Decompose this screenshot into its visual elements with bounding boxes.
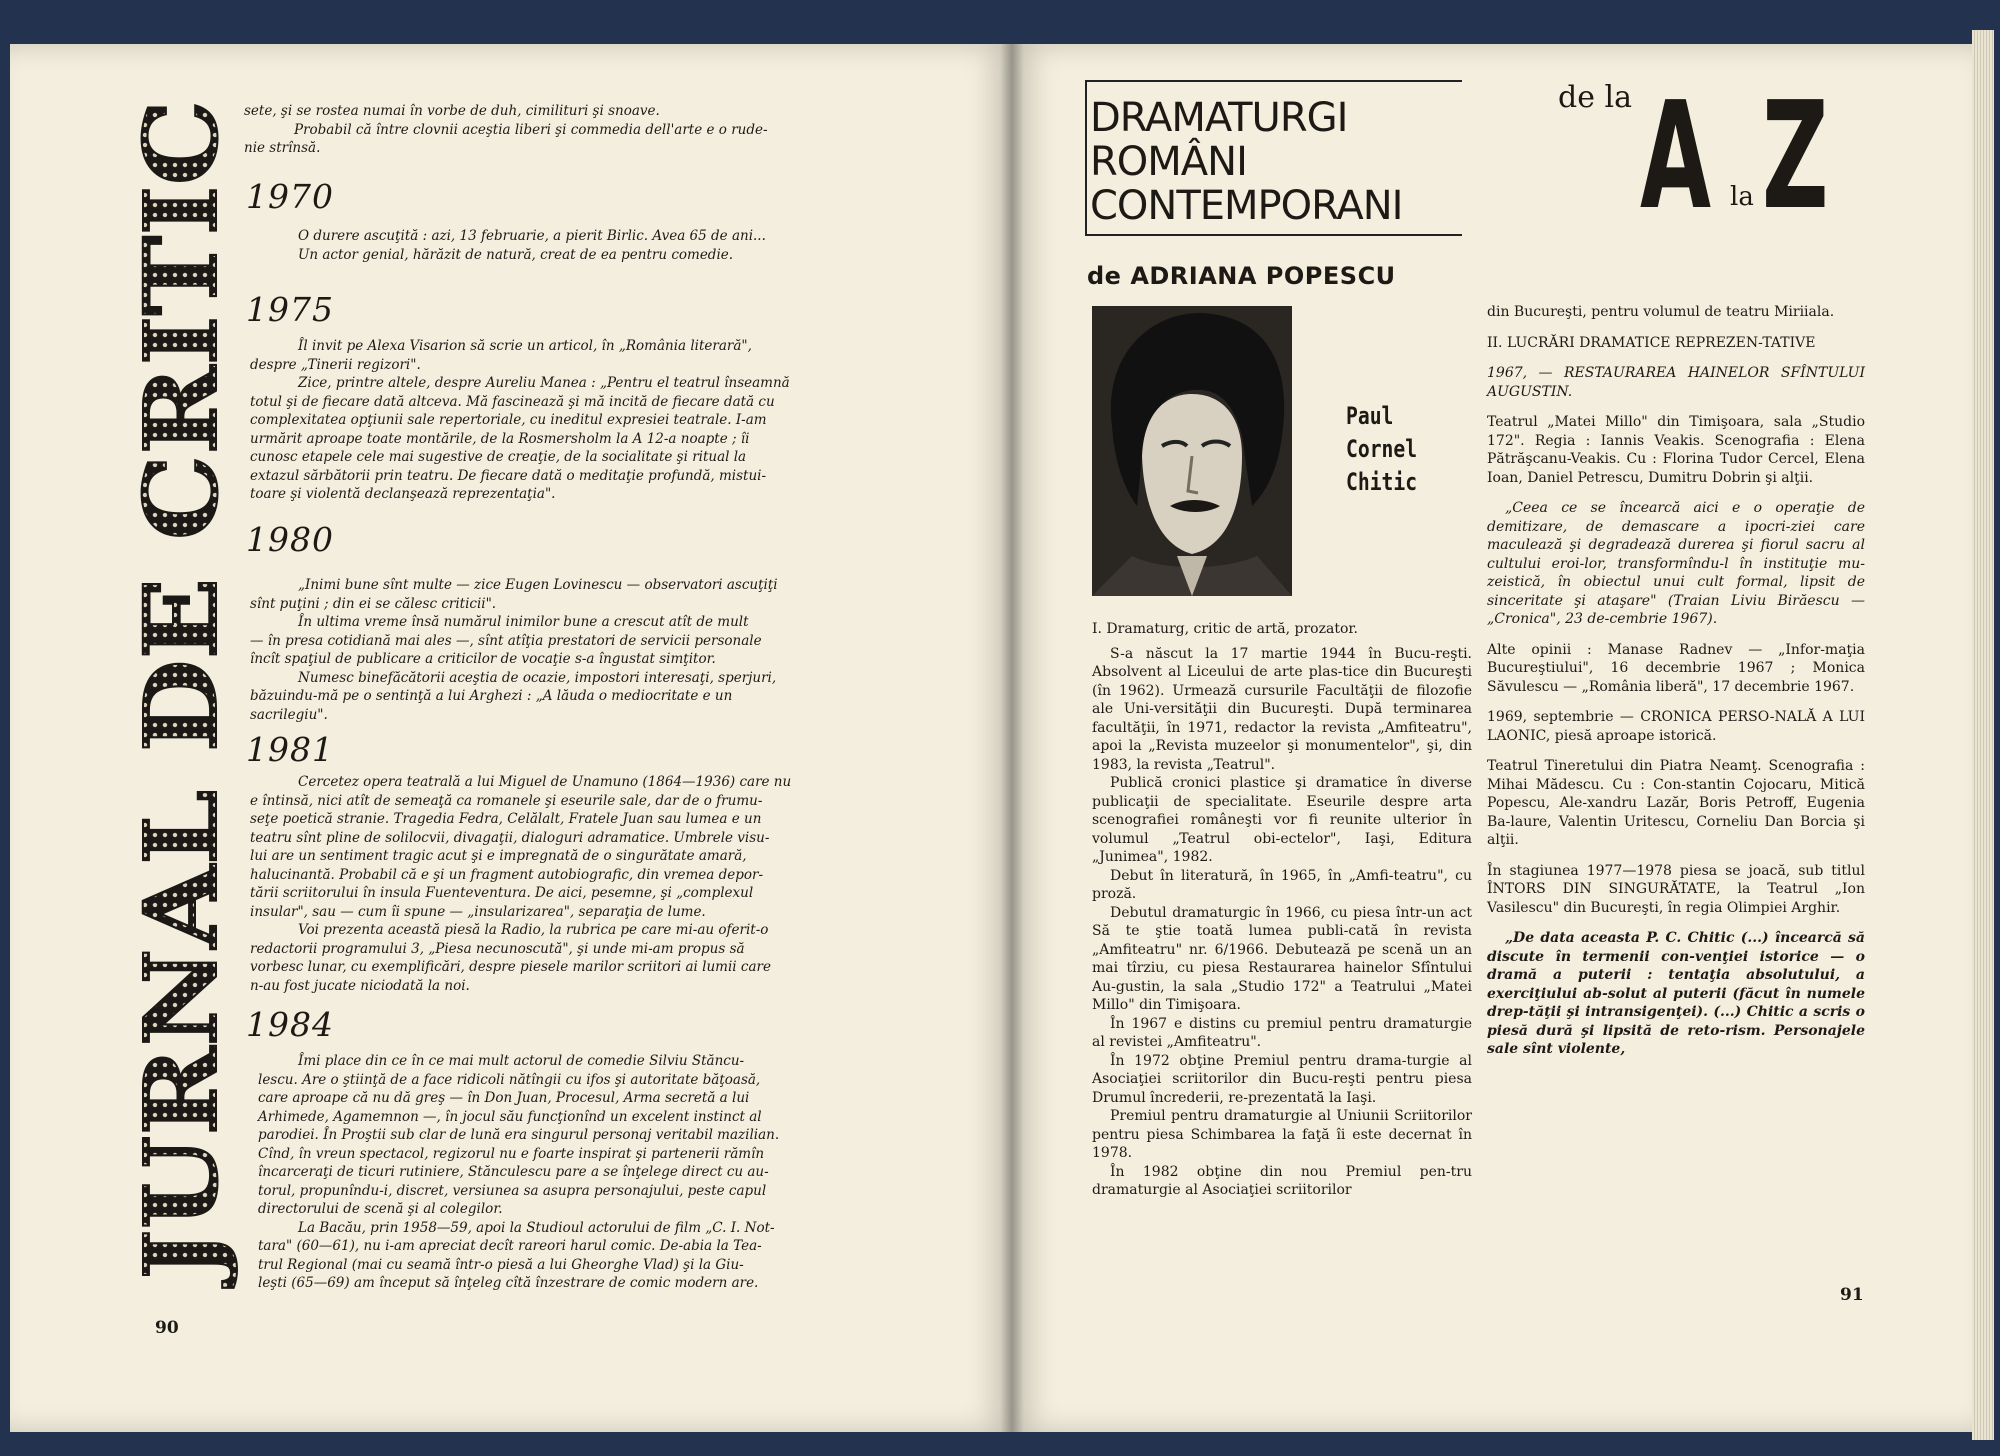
letter-z: Z xyxy=(1762,70,1829,242)
page-number-right: 91 xyxy=(1840,1285,1864,1305)
year-heading: 1981 xyxy=(246,730,334,769)
works-column: din Bucureşti, pentru volumul de teatru Miriiala. II. LUCRĂRI DRAMATICE REPREZEN-TATIVE 1967, — RESTAURAREA HAINELOR SFÎNTULUI AUGUSTIN. Teatrul „Matei Millo" din Timişoara, sala „Studio 172". Regia : Iannis Veakis. Scenografia : Elena Pătrăşcanu-Veakis. Cu : Florina Tudor Cercel, Elena Ioan, Daniel Petrescu, Dumitru Dobrin şi alţii. „Ceea ce se încearcă aici e o operaţie de demitizare, de demascare a ipocri-ziei care maculează şi degradează durerea şi fiorul sacru al cultului eroi-lor, transformîndu-l în instituţie mu-zeistică, în obiectul unui cult formal, lipsit de sinceritate şi ataşare" (Traian Liviu Birăescu — „Cronica", 23 de-cembrie 1967). Alte opinii : Manase Radnev — „Infor-maţia Bucureştiului", 16 decembrie 1967 ; Monica Săvulescu — „România liberă", 17 decembrie 1967. 1969, septembrie — CRONICA PERSO-NALĂ A LUI LAONIC, piesă aproape istorică. Teatrul Tineretului din Piatra Neamţ. Scenografia : Mihai Mădescu. Cu : Con-stantin Cojocaru, Mitică Popescu, Ale-xandru Lazăr, Boris Petroff, Eugenia Ba-laure, Valentin Uritescu, Corneliu Dan Borcia şi alţii. În stagiunea 1977—1978 piesa se joacă, sub titlul ÎNTORS DIN SINGURĂTATE, la Teatrul „Ion Vasilescu" din Bucureşti, în regia Olimpiei Arghir. „De data aceasta P. C. Chitic (...) încearcă să discute în termenii con-venţiei istorice — o dramă a puterii : tentaţia absolutului, a exerciţiului ab-solut al puterii (făcut în numele drep-tăţii şi intransigenţei). (...) Chitic a scris o piesă dură şi lipsită de reto-rism. Personajele sale sînt violente, xyxy=(1487,304,1865,1057)
vertical-title xyxy=(121,95,240,1280)
book-spine xyxy=(1000,44,1024,1432)
year-heading: 1984 xyxy=(246,1005,334,1044)
year-heading: 1975 xyxy=(246,290,334,329)
intro-paragraph: sete, şi se rostea numai în vorbe de duh, cimilituri şi snoave. Probabil că între clovnii aceştia liberi şi commedia dell'arte e o rude- nie strînsă. xyxy=(244,103,768,156)
entry-paragraph: Îl invit pe Alexa Visarion să scrie un articol, în „România literară", despre „Tinerii regizori". Zice, printre altele, despre Aureliu Manea : „Pentru el teatrul înseamnă totul şi de fiecare dată altceva. Mă fascinează şi mă incită de fiecare dată cu complexitatea opţiunii sale repertoriale, cu ineditul expresiei teatrale. I-am urmărit aproape toate montările, de la Rosmersholm la A 12-a noapte ; îi cunosc etapele cele mai sugestive de creaţie, de la socialitate şi ritual la extazul sărbătorii prin teatru. De fiecare dată o meditaţie profundă, mistui- toare şi violentă declanşează reprezentaţia". xyxy=(250,338,790,502)
year-heading: 1970 xyxy=(246,177,334,216)
author-byline: de ADRIANA POPESCU xyxy=(1087,262,1396,290)
section-title: DRAMATURGI ROMÂNI CONTEMPORANI xyxy=(1090,95,1403,229)
entry-paragraph: „Inimi bune sînt multe — zice Eugen Lovinescu — observatori ascuţiţi sînt puţini ; din ei se călesc criticii". În ultima vreme însă numărul inimilor bune a crescut atît de mult — în presa cotidiană mai ales —, sînt atîţia prestatori de servicii personale încît spaţiul de publicare a criticilor de vocaţie s-a îngustat simţitor. Numesc binefăcătorii aceştia de ocazie, impostori interesaţi, sperjuri, băzuindu-mă pe o sentinţă a lui Arghezi : „A lăuda o mediocritate e un sacrilegiu". xyxy=(250,577,778,723)
entry-paragraph: O durere ascuţită : azi, 13 februarie, a pierit Birlic. Avea 65 de ani... Un actor genial, hărăzit de natură, creat de ea pentru comedie. xyxy=(298,228,766,263)
page-number-left: 90 xyxy=(155,1318,179,1338)
page-edges xyxy=(1972,30,1994,1440)
de-la-label: de la xyxy=(1558,80,1632,115)
portrait-photo xyxy=(1092,306,1292,596)
letter-a: A xyxy=(1640,70,1712,242)
biography-column: I. Dramaturg, critic de artă, prozator. S-a născut la 17 martie 1944 în Bucu-reşti. Absolvent al Liceului de arte plas-tice din Bucureşti (în 1962). Urmează cursurile Facultăţii de filozofie ale Uni-versităţii din Bucureşti. După terminarea facultăţii, în 1971, redactor la revista „Amfiteatru", apoi la „Revista muzeelor şi monumentelor", şi, din 1983, la revista „Teatrul". Publică cronici plastice şi dramatice în diverse publicaţii de specialitate. Eseurile despre arta scenografiei româneşti vor fi reunite ulterior în volumul „Teatrul obi-ectelor", Iaşi, Editura „Junimea", 1982. Debut în literatură, în 1965, în „Amfi-teatru", cu proză. Debutul dramaturgic în 1966, cu piesa într-un act Să te ştie toată lumea publi-cată în revista „Amfiteatru" nr. 6/1966. Debutează pe scenă un an mai tîrziu, cu piesa Restaurarea hainelor Sfîntului Au-gustin, la sala „Studio 172" a Teatrului „Matei Millo" din Timişoara. În 1967 e distins cu premiul pentru dramaturgie al revistei „Amfiteatru". În 1972 obţine Premiul pentru drama-turgie al Asociaţiei scriitorilor din Bucu-reşti pentru piesa Drumul încrederii, re-prezentată la Iaşi. Premiul pentru dramaturgie al Uniunii Scriitorilor pentru piesa Schimbarea la faţă îi este decernat în 1978. În 1982 obţine din nou Premiul pen-tru dramaturgie al Asociaţiei scriitorilor xyxy=(1092,621,1472,1198)
entry-paragraph: Îmi place din ce în ce mai mult actorul de comedie Silviu Stăncu- lescu. Are o ştiinţă de a face ridicoli nătîngii cu ifos şi autoritate băţoasă, care aproape că nu dă greş — în Don Juan, Procesul, Arma secretă a lui Arhimede, Agamemnon —, în jocul său funcţionînd un excelent instinct al parodiei. În Proştii sub clar de lună era singurul personaj veritabil mazilian. Cînd, în vreun spectacol, regizorul nu e foarte inspirat şi partenerii rămîn încarceraţi de ticuri rutiniere, Stănculescu pare a se înţelege direct cu au- torul, propunîndu-i, discret, versiunea sa asupra personajului, peste capul directorului de scenă şi al colegilor. La Bacău, prin 1958—59, apoi la Studioul actorului de film „C. I. Not- tara" (60—61), nu i-am apreciat decît rareori harul comic. De-abia la Tea- trul Regional (mai cu seamă într-o piesă a lui Gheorghe Vlad) şi la Giu- leşti (65—69) am început să înţeleg cîtă înzestrare de comic modern are. xyxy=(258,1053,780,1291)
la-label: la xyxy=(1730,182,1754,212)
portrait-name: Paul Cornel Chitic xyxy=(1346,402,1418,496)
year-heading: 1980 xyxy=(246,520,334,559)
vertical-title-text: JURNAL DE CRITIC xyxy=(121,180,240,1280)
entry-paragraph: Cercetez opera teatrală a lui Miguel de Unamuno (1864—1936) care nu e întinsă, nici atît de semeaţă ca romanele şi eseurile sale, dar de o frumu- seţe poetică stranie. Tragedia Fedra, Celălalt, Fratele Juan sau lumea e un teatru sînt pline de solilocvii, divagaţii, dialoguri adramatice. Umbrele visu- lui are un sentiment tragic acut şi e impregnată de o singurătate amară, halucinantă. Probabil că e şi un fragment autobiografic, din vremea depor- tării scriitorului în insula Fuenteventura. De aici, pesemne, şi „complexul insular", sau — cum îi spune — „insularizarea", separaţia de lume. Voi prezenta această piesă la Radio, la rubrica pe care mi-au oferit-o redactorii programului 3, „Piesa necunoscută", şi unde mi-am propus să vorbesc lunar, cu exemplificări, despre piesele marilor scriitori ai lumii care n-au fost jucate niciodată la noi. xyxy=(250,774,792,994)
